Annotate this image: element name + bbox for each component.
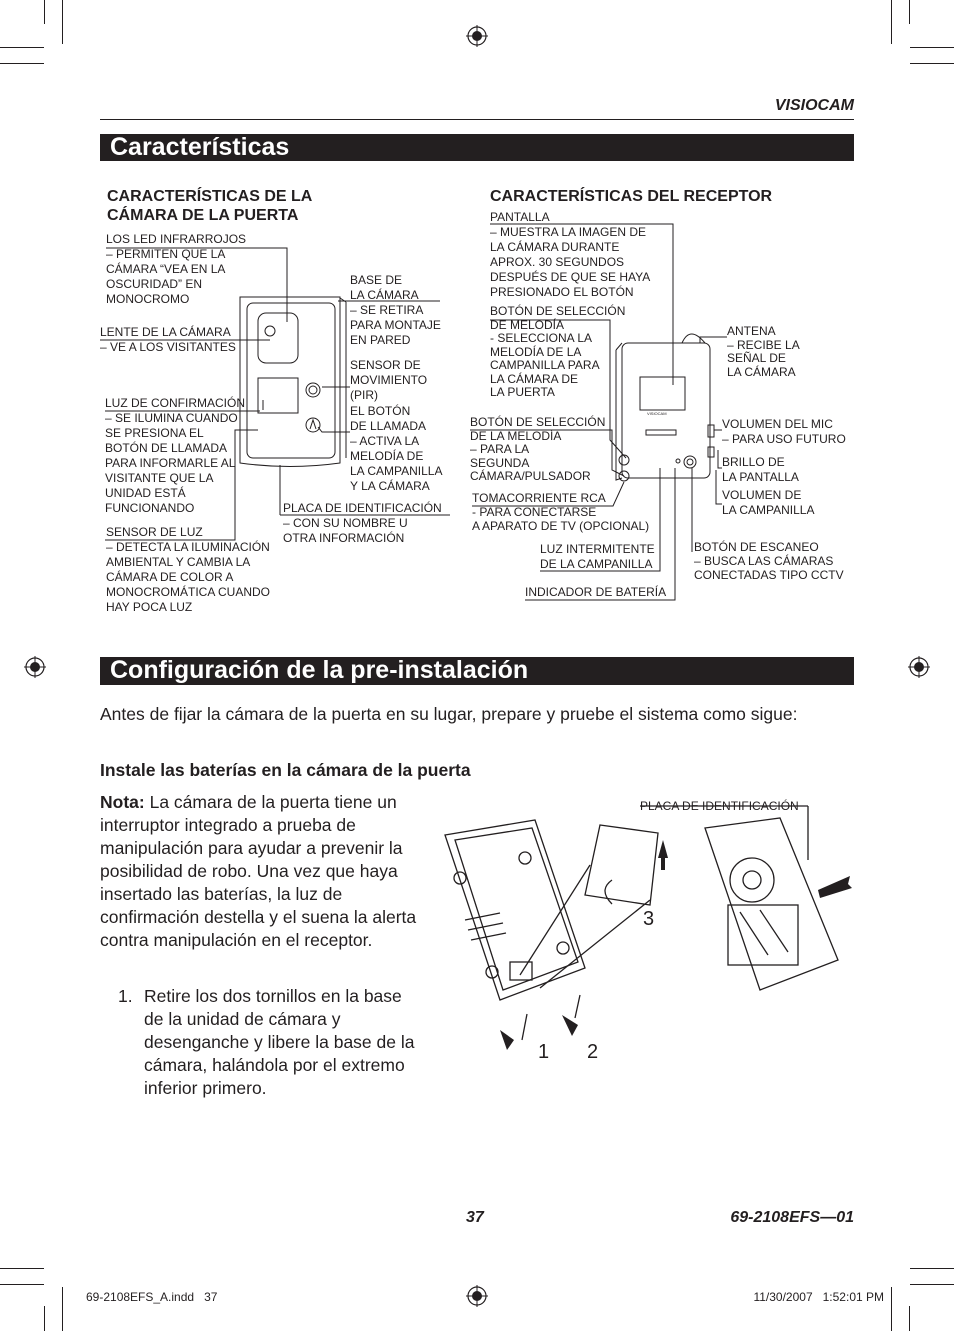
label-melody-select-second: BOTÓN DE SELECCIÓN DE LA MELODÍA – PARA LA SEGUNDA CÁMARA/PULSADOR bbox=[470, 415, 606, 483]
step-number: 1. bbox=[118, 986, 133, 1006]
label-screen-brightness: BRILLO DE LA PANTALLA bbox=[722, 455, 799, 484]
doc-code: 69-2108EFS—01 bbox=[730, 1209, 854, 1226]
label-camera-lens: LENTE DE LA CÁMARA – VE A LOS VISITANTES bbox=[100, 325, 236, 354]
illustration-id-plate-label: PLACA DE IDENTIFICACIÓN bbox=[640, 799, 799, 813]
page-number: 37 bbox=[466, 1209, 484, 1226]
step-label-2: 2 bbox=[587, 1041, 599, 1063]
note-text: La cámara de la puerta tiene un interruptor integrado a prueba de manipulación para ayudar a prevenir la posibilidad de robo. Una vez que haya insertado las baterías, la luz de confirmación destella y el suena la alerta contra manipulación en el receptor. bbox=[100, 792, 417, 950]
label-call-button: EL BOTÓN DE LLAMADA – ACTIVA LA MELODÍA DE LA CAMPANILLA Y LA CÁMARA bbox=[350, 404, 443, 493]
label-scan-button: BOTÓN DE ESCANEO – BUSCA LAS CÁMARAS CONECTADAS TIPO CCTV bbox=[694, 540, 844, 582]
section-title-preinstall: Configuración de la pre-instalación bbox=[100, 657, 854, 685]
receiver-heading: CARACTERÍSTICAS DEL RECEPTOR bbox=[490, 188, 773, 205]
install-batteries-heading: Instale las baterías en la cámara de la puerta bbox=[100, 760, 471, 780]
label-light-sensor: SENSOR DE LUZ – DETECTA LA ILUMINACIÓN AMBIENTAL Y CAMBIA LA CÁMARA DE COLOR A MONOCROMÁTICA CUANDO HAY POCA LUZ bbox=[106, 525, 271, 614]
label-infrared-leds: LOS LED INFRARROJOS – PERMITEN QUE LA CÁMARA “VEA EN LA OSCURIDAD” EN MONOCROMO bbox=[106, 232, 247, 306]
section-title-features: Características bbox=[100, 134, 854, 161]
note-label: Nota: bbox=[100, 792, 145, 812]
label-melody-select: BOTÓN DE SELECCIÓN DE MELODÍA - SELECCIONA LA MELODÍA DE LA CAMPANILLA PARA LA CÁMARA DE LA PUERTA bbox=[490, 304, 626, 399]
camera-heading: CARACTERÍSTICAS DE LA CÁMARA DE LA PUERTA bbox=[107, 188, 313, 224]
intro-paragraph: Antes de fijar la cámara de la puerta en su lugar, prepare y pruebe el sistema como sigue: bbox=[100, 704, 798, 724]
label-flash-light: LUZ INTERMITENTE DE LA CAMPANILLA bbox=[540, 542, 655, 571]
label-rca-jack: TOMACORRIENTE RCA - PARA CONECTARSE A APARATO DE TV (OPCIONAL) bbox=[472, 491, 650, 533]
label-id-plate: PLACA DE IDENTIFICACIÓN – CON SU NOMBRE U OTRA INFORMACIÓN bbox=[283, 501, 442, 545]
label-motion-sensor: SENSOR DE MOVIMIENTO (PIR) bbox=[350, 358, 428, 402]
label-chime-volume: VOLUMEN DE LA CAMPANILLA bbox=[722, 488, 815, 517]
label-confirmation-light: LUZ DE CONFIRMACIÓN – SE ILUMINA CUANDO SE PRESIONA EL BOTÓN DE LLAMADA PARA INFORMARLE AL VISITANTE QUE LA UNIDAD ESTÁ FUNCIONANDO bbox=[105, 396, 246, 515]
step-label-3: 3 bbox=[643, 908, 655, 930]
print-timestamp: 11/30/2007 1:52:01 PM bbox=[753, 1290, 884, 1304]
label-camera-base: BASE DE LA CÁMARA – SE RETIRA PARA MONTAJE EN PARED bbox=[350, 273, 441, 347]
label-screen: PANTALLA – MUESTRA LA IMAGEN DE LA CÁMARA DURANTE APROX. 30 SEGUNDOS DESPUÉS DE QUE SE HAYA PRESIONADO EL BOTÓN bbox=[490, 210, 651, 299]
step-text: Retire los dos tornillos en la base de la unidad de cámara y desenganche y libere la base de la cámara, halándola por el extremo inferior primero. bbox=[144, 986, 415, 1098]
brand-header: VISIOCAM bbox=[774, 97, 854, 114]
label-antenna: ANTENA – RECIBE LA SEÑAL DE LA CÁMARA bbox=[727, 324, 800, 379]
step-label-1: 1 bbox=[538, 1041, 550, 1063]
label-mic-volume: VOLUMEN DEL MIC – PARA USO FUTURO bbox=[722, 417, 846, 446]
label-battery-indicator: INDICADOR DE BATERÍA bbox=[525, 585, 667, 599]
indd-filename: 69-2108EFS_A.indd 37 bbox=[86, 1290, 218, 1304]
receiver-brand-text: VISIOCAM bbox=[647, 411, 667, 416]
